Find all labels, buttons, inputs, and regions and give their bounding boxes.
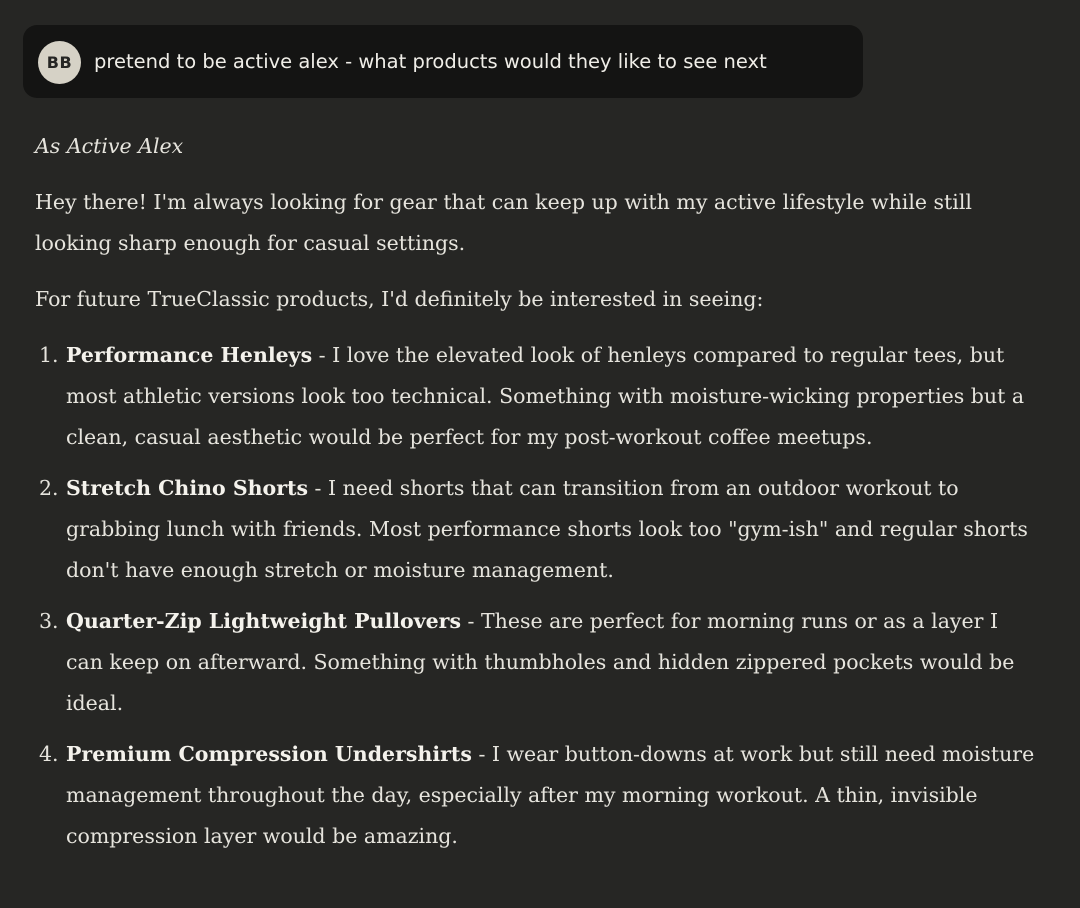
user-message-bubble — [23, 25, 863, 98]
list-item-number: 3. — [39, 609, 59, 633]
list-item-title: Performance Henleys — [66, 343, 313, 367]
list-item-title: Premium Compression Undershirts — [66, 742, 472, 766]
product-suggestion-list — [35, 335, 1035, 857]
list-item — [35, 601, 1035, 724]
list-item-number: 2. — [39, 476, 59, 500]
response-lead-in: For future TrueClassic products, I'd definitely be interested in seeing: — [35, 287, 764, 311]
response-intro: Hey there! I'm always looking for gear that can keep up with my active lifestyle while still looking sharp enough for casual settings. — [35, 190, 972, 255]
list-item-body: - These are perfect for morning runs or as a layer I can keep on afterward. Something with thumbholes and hidden zippered pockets would be ideal. — [66, 609, 1015, 715]
list-item — [35, 335, 1035, 458]
assistant-response — [35, 126, 1035, 867]
list-item-number: 4. — [39, 742, 59, 766]
list-item-title: Quarter-Zip Lightweight Pullovers — [66, 609, 461, 633]
list-item — [35, 468, 1035, 591]
list-item-body: - I wear button-downs at work but still need moisture management throughout the day, especially after my morning workout. A thin, invisible compression layer would be amazing. — [66, 742, 1035, 848]
list-item — [35, 734, 1035, 857]
user-message-text: pretend to be active alex - what products would they like to see next — [94, 50, 767, 73]
persona-label: As Active Alex — [35, 134, 184, 158]
list-item-body: - I love the elevated look of henleys compared to regular tees, but most athletic versions look too technical. Something with moisture-wicking properties but a clean, casual aesthetic would be perfect for my post-workout coffee meetups. — [66, 343, 1025, 449]
user-avatar[interactable]: BB — [38, 41, 81, 84]
list-item-number: 1. — [39, 343, 59, 367]
list-item-body: - I need shorts that can transition from an outdoor workout to grabbing lunch with friends. Most performance shorts look too "gym-ish" and regular shorts don't have enough stretch or moisture management. — [66, 476, 1028, 582]
list-item-title: Stretch Chino Shorts — [66, 476, 309, 500]
